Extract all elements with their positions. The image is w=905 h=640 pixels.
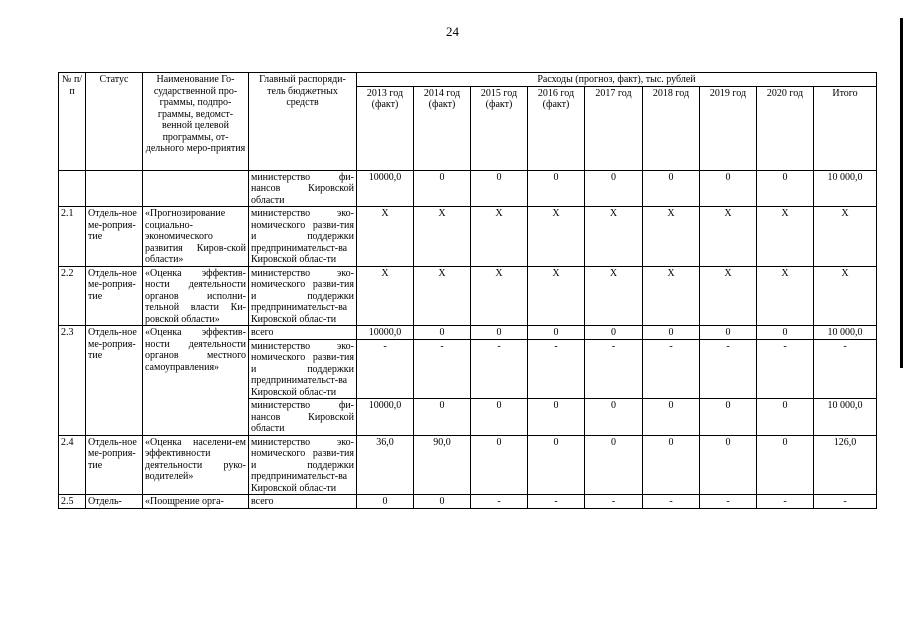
cell-num: 2.4: [59, 435, 86, 495]
table-row: [59, 266, 877, 326]
cell-value: 0: [643, 326, 700, 340]
cell-value: -: [757, 495, 814, 509]
cell-executor: всего: [249, 495, 357, 509]
cell-value: Х: [414, 266, 471, 326]
table-row: [59, 495, 877, 509]
cell-value: 0: [471, 170, 528, 207]
cell-value: 0: [643, 170, 700, 207]
cell-status: Отдель-ное ме-роприя-тие: [86, 326, 143, 436]
cell-value: 0: [528, 399, 585, 436]
cell-total: Х: [814, 207, 877, 267]
cell-total: 10 000,0: [814, 326, 877, 340]
cell-num: [59, 170, 86, 207]
cell-value: 0: [528, 170, 585, 207]
cell-value: Х: [357, 266, 414, 326]
cell-value: -: [757, 339, 814, 399]
cell-value: -: [471, 495, 528, 509]
cell-total: 126,0: [814, 435, 877, 495]
cell-value: Х: [700, 266, 757, 326]
cell-value: 0: [585, 170, 643, 207]
cell-value: -: [357, 339, 414, 399]
table-row: [59, 207, 877, 267]
cell-value: -: [643, 495, 700, 509]
cell-value: 0: [585, 326, 643, 340]
cell-value: -: [700, 339, 757, 399]
header-year: 2019 год: [700, 86, 757, 170]
cell-status: Отдель-ное ме-роприя-тие: [86, 207, 143, 267]
cell-value: 0: [414, 495, 471, 509]
cell-value: Х: [757, 266, 814, 326]
cell-value: -: [528, 339, 585, 399]
header-year: 2018 год: [643, 86, 700, 170]
cell-value: Х: [528, 266, 585, 326]
page-edge-bar: [900, 18, 903, 368]
cell-status: Отдель-ное ме-роприя-тие: [86, 266, 143, 326]
cell-value: 0: [700, 435, 757, 495]
cell-executor: министерство фи-нансов Кировской области: [249, 399, 357, 436]
cell-value: 0: [414, 399, 471, 436]
cell-executor: министерство эко-номического разви-тия и поддержки предпринимательст-ва Кировской облас-ти: [249, 339, 357, 399]
cell-value: 0: [414, 170, 471, 207]
page-number: 24: [446, 24, 459, 39]
cell-name: «Оценка эффектив-ности деятельности органов исполни-тельной власти Ки-ровской области»: [143, 266, 249, 326]
cell-value: -: [700, 495, 757, 509]
cell-total: 10 000,0: [814, 170, 877, 207]
cell-value: 0: [700, 170, 757, 207]
cell-num: 2.3: [59, 326, 86, 436]
header-year: 2016 год (факт): [528, 86, 585, 170]
cell-value: Х: [471, 207, 528, 267]
cell-name: «Прогнозирование социально-экономического развития Киров-ской области»: [143, 207, 249, 267]
header-year: 2014 год (факт): [414, 86, 471, 170]
cell-value: 0: [757, 170, 814, 207]
cell-value: Х: [357, 207, 414, 267]
cell-value: 0: [528, 435, 585, 495]
cell-value: 0: [528, 326, 585, 340]
cell-value: Х: [585, 207, 643, 267]
cell-executor: всего: [249, 326, 357, 340]
cell-value: Х: [471, 266, 528, 326]
budget-table: [58, 72, 877, 509]
header-year: 2015 год (факт): [471, 86, 528, 170]
cell-total: -: [814, 339, 877, 399]
cell-num: 2.1: [59, 207, 86, 267]
cell-value: 0: [414, 326, 471, 340]
header-name: Наименование Го-сударственной про-граммы, подпро-граммы, ведомст-венной целевой программы, от-дельного меро-приятия: [143, 73, 249, 171]
cell-value: 0: [471, 435, 528, 495]
header-total: Итого: [814, 86, 877, 170]
cell-value: 90,0: [414, 435, 471, 495]
cell-name: [143, 170, 249, 207]
header-year: 2017 год: [585, 86, 643, 170]
cell-value: Х: [414, 207, 471, 267]
cell-value: -: [414, 339, 471, 399]
cell-value: -: [643, 339, 700, 399]
cell-status: [86, 170, 143, 207]
cell-value: Х: [700, 207, 757, 267]
header-year: 2013 год (факт): [357, 86, 414, 170]
cell-executor: министерство фи-нансов Кировской области: [249, 170, 357, 207]
cell-executor: министерство эко-номического разви-тия и поддержки предпринимательст-ва Кировской облас-ти: [249, 207, 357, 267]
cell-value: 0: [757, 435, 814, 495]
cell-value: Х: [643, 266, 700, 326]
cell-value: 0: [585, 435, 643, 495]
cell-value: Х: [585, 266, 643, 326]
cell-value: 10000,0: [357, 399, 414, 436]
cell-executor: министерство эко-номического разви-тия и поддержки предпринимательст-ва Кировской облас-ти: [249, 266, 357, 326]
cell-value: 10000,0: [357, 170, 414, 207]
header-status: Статус: [86, 73, 143, 171]
header-year: 2020 год: [757, 86, 814, 170]
cell-name: «Оценка населени-ем эффективности деятельности руко-водителей»: [143, 435, 249, 495]
cell-value: -: [585, 495, 643, 509]
cell-value: 0: [643, 435, 700, 495]
cell-value: 36,0: [357, 435, 414, 495]
cell-name: «Поощрение орга-: [143, 495, 249, 509]
header-expenses: Расходы (прогноз, факт), тыс. рублей: [357, 73, 877, 87]
cell-total: 10 000,0: [814, 399, 877, 436]
cell-num: 2.2: [59, 266, 86, 326]
cell-value: Х: [643, 207, 700, 267]
cell-value: 0: [357, 495, 414, 509]
cell-value: 0: [757, 399, 814, 436]
cell-value: 0: [471, 326, 528, 340]
table-row: [59, 326, 877, 340]
cell-total: -: [814, 495, 877, 509]
header-executor: Главный распоряди-тель бюджетных средств: [249, 73, 357, 171]
cell-status: Отдель-ное ме-роприя-тие: [86, 435, 143, 495]
cell-value: 0: [585, 399, 643, 436]
cell-value: 10000,0: [357, 326, 414, 340]
cell-name: «Оценка эффектив-ности деятельности органов местного самоуправления»: [143, 326, 249, 436]
cell-value: Х: [757, 207, 814, 267]
table-row: [59, 170, 877, 207]
cell-value: 0: [700, 326, 757, 340]
cell-value: -: [471, 339, 528, 399]
cell-value: 0: [757, 326, 814, 340]
cell-value: 0: [471, 399, 528, 436]
cell-value: -: [528, 495, 585, 509]
cell-value: 0: [643, 399, 700, 436]
cell-value: Х: [528, 207, 585, 267]
cell-total: Х: [814, 266, 877, 326]
header-num: № п/п: [59, 73, 86, 171]
cell-num: 2.5: [59, 495, 86, 509]
cell-status: Отдель-: [86, 495, 143, 509]
cell-executor: министерство эко-номического разви-тия и поддержки предпринимательст-ва Кировской облас-ти: [249, 435, 357, 495]
table-row: [59, 435, 877, 495]
cell-value: 0: [700, 399, 757, 436]
cell-value: -: [585, 339, 643, 399]
